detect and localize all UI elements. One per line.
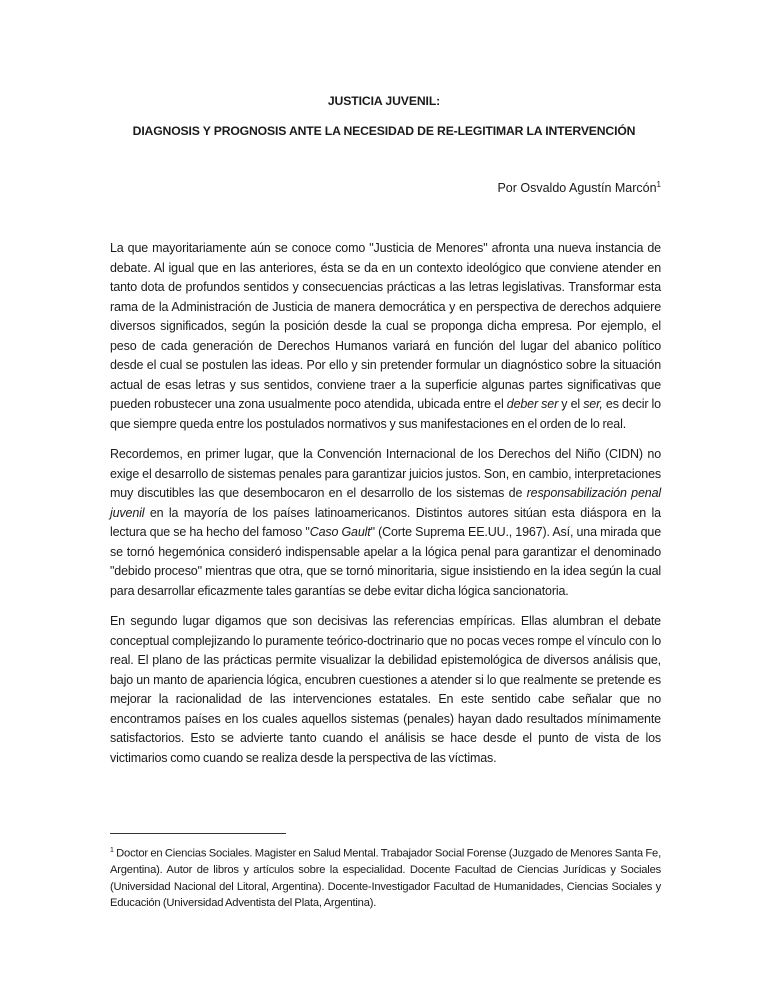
paragraph-2-emphasis-1: responsabilización penal juvenil <box>110 486 662 520</box>
paragraph-1-part-3: es decir lo que siempre queda entre los postulados normativos y sus manifestaciones en el orden de lo real. <box>110 397 661 431</box>
footnote-text: Doctor en Ciencias Sociales. Magister en Salud Mental. Trabajador Social Forense (Juzgado de Menores Santa Fe, Argentina). Autor de libros y artículos sobre la especialidad. Docente Facultad de Ciencias Jurídicas y Sociales (Universidad Nacional del Litoral, Argentina). Docente-Investigador Facultad de Humanidades, Ciencias Sociales y Educación (Universidad Adventista del Plata, Argentina). <box>110 847 661 910</box>
body-text <box>110 239 661 779</box>
paragraph-2-emphasis-2: Caso Gault <box>309 525 371 539</box>
footnote-mark: 1 <box>110 847 114 854</box>
paragraph-1-emphasis-1: deber ser <box>506 397 559 411</box>
author-name: Por Osvaldo Agustín Marcón <box>497 181 657 196</box>
paragraph-1-part-1: La que mayoritariamente aún se conoce como "Justicia de Menores" afronta una nueva instancia de debate. Al igual que en las anteriores, ésta se da en un contexto ideológico que conviene atender en tanto dota de profundos sentidos y consecuencias prácticas a las letras legislativas. Transformar esta rama de la Administración de Justicia de manera democrática y en perspectiva de derechos adquiere diversos significados, según la posición desde la cual se proponga dicha empresa. Por ejemplo, el peso de cada generación de Derechos Humanos variará en función del lugar del abanico político desde el cual se postulen las ideas. Por ello y sin pretender formular un diagnóstico sobre la situación actual de esas letras y sus sentidos, conviene traer a la superficie algunas partes significativas que pueden robustecer una zona usualmente poco atendida, ubicada entre el <box>110 241 661 411</box>
paragraph-3: En segundo lugar digamos que son decisivas las referencias empíricas. Ellas alumbran el debate conceptual complejizando lo puramente teórico-doctrinario que no pocas veces rompe el vínculo con lo real. El plano de las prácticas permite visualizar la debilidad epistemológica de diversos análisis que, bajo un manto de apariencia lógica, encubren cuestiones a atender si lo que realmente se pretende es mejorar la racionalidad de las intervenciones estatales. En este sentido cabe señalar que no encontramos países en los cuales aquellos sistemas (penales) hayan dado resultados mínimamente satisfactorios. Esto se advierte tanto cuando el análisis se hace desde el punto de vista de los victimarios como cuando se realiza desde la perspectiva de las víctimas. <box>110 614 661 765</box>
footnote <box>110 843 661 912</box>
paragraph-1-emphasis-2: ser, <box>583 397 603 411</box>
paragraph-2-part-1: Recordemos, en primer lugar, que la Convención Internacional de los Derechos del Niño (CIDN) no exige el desarrollo de sistemas penales para garantizar juicios justos. Son, en cambio, interpretaciones muy discutibles las que desembocaron en el desarrollo de los sistemas de <box>110 447 661 500</box>
paragraph-2-part-3: " (Corte Suprema EE.UU., 1967). Así, una mirada que se tornó hegemónica consideró indispensable apelar a la lógica penal para garantizar el denominado "debido proceso" mientras que otra, que se tornó minoritaria, sigue insistiendo en la idea según la cual para desarrollar eficazmente tales garantías se debe evitar dicha lógica sancionatoria. <box>110 525 662 598</box>
author-line <box>497 180 661 195</box>
paragraph-1 <box>110 239 661 434</box>
document-title: JUSTICIA JUVENIL: <box>327 94 441 108</box>
author-footnote-mark: 1 <box>656 180 661 189</box>
footnote-divider <box>110 833 286 834</box>
paragraph-2 <box>110 445 661 601</box>
document-subtitle: DIAGNOSIS Y PROGNOSIS ANTE LA NECESIDAD DE RE-LEGITIMAR LA INTERVENCIÓN <box>132 124 636 138</box>
paragraph-2-part-2: en la mayoría de los países latinoamericanos. Distintos autores sitúan esta diáspora en la lectura que se ha hecho del famoso " <box>110 505 661 539</box>
paragraph-1-part-2: y el <box>558 397 584 411</box>
